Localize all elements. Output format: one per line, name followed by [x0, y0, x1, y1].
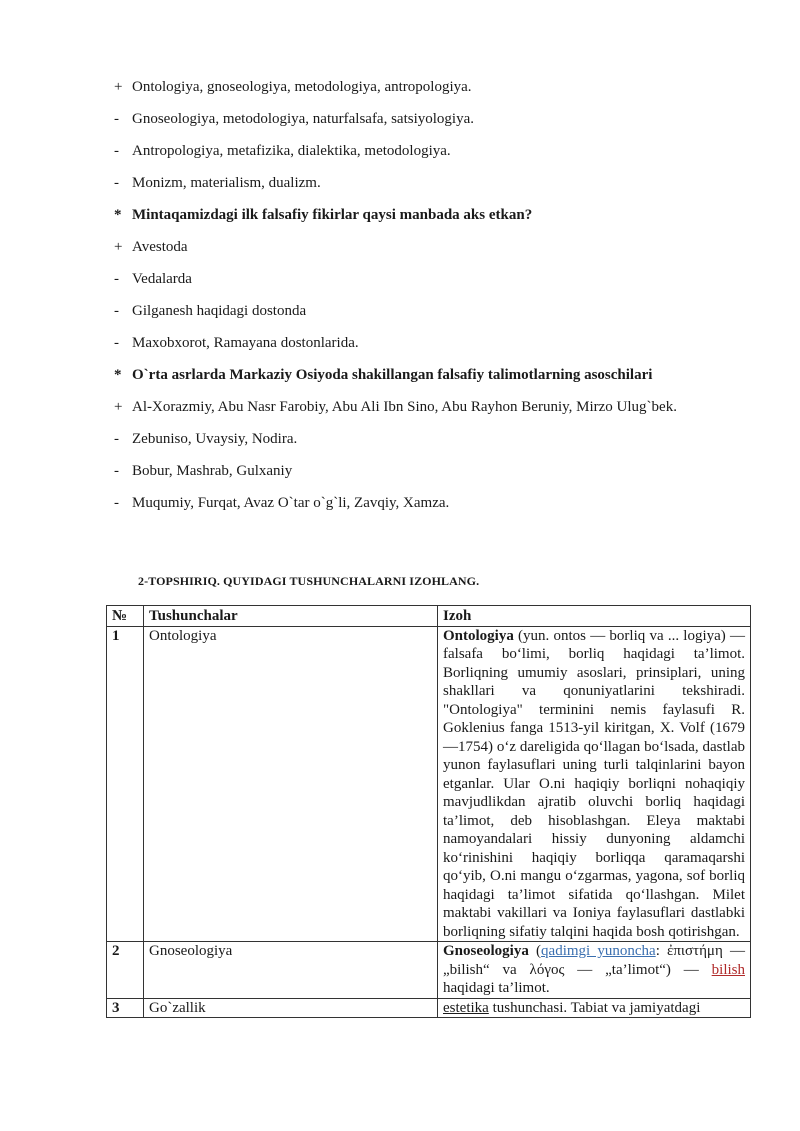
table-header-row [107, 606, 751, 627]
list-marker: - [114, 143, 119, 159]
answer-option [114, 430, 297, 448]
answer-option [114, 110, 474, 128]
list-marker: + [114, 79, 123, 95]
row-explanation [438, 626, 751, 942]
answer-option [114, 270, 192, 288]
table-row [107, 942, 751, 999]
list-marker: - [114, 175, 119, 191]
header-terms: Tushunchalar [144, 606, 438, 627]
link-qadimgi-yunoncha[interactable]: qadimgi yunoncha [541, 943, 656, 959]
list-marker: - [114, 495, 119, 511]
explanation-text: : ἐπιστήμη — „bilish“ va λόγος — „ta’limot“) — [443, 943, 745, 978]
answer-option [114, 334, 359, 352]
row-number: 3 [107, 998, 144, 1018]
row-term: Gnoseologiya [144, 942, 438, 999]
list-text: Antropologiya, metafizika, dialektika, metodologiya. [132, 143, 451, 159]
link-bilish[interactable]: bilish [711, 961, 745, 978]
row-number: 1 [107, 626, 144, 942]
link-estetika[interactable]: estetika [443, 999, 489, 1016]
header-number: № [107, 606, 144, 627]
list-text: Maxobxorot, Ramayana dostonlarida. [132, 335, 359, 351]
list-marker: - [114, 111, 119, 127]
explanation-text: (yun. ontos — borliq va ... logiya) — falsafa bo‘limi, borliq haqidagi ta’limot. Borliqning umumiy asoslari, prinsiplari, uning shakllari va qonuniyatlarini tekshiradi. "Ontologiya" terminini nemis faylasufi R. Goklenius fanga 1513-yil kiritgan, X. Volf (1679—1754) o‘z dareligida qo‘llagan bo‘lsada, dastlab yunon faylasuflari uning turli talqinlarini bayon etganlar. Ular O.ni haqiqiy borliqni nohaqiqiy mavjudlikdan ajratib oluvchi borliq haqidagi ta’limot, deb hisoblashgan. Eleya maktabi namoyandalari hissiy dunyoning aldamchi ko‘rinishini haqiqiy borliqqa qaramaqarshi qo‘yib, O.ni mangu o‘zgarmas, yagona, sof borliq haqidagi ta’limot sifatida qo‘llashgan. Milet maktabi vakillari va Ioniya faylasuflari dastlabki borliqning sifatiy talqini haqida bosh qotirishgan. [443, 627, 745, 940]
explanation-text: ( [528, 943, 542, 959]
list-marker: + [114, 239, 123, 255]
list-marker: + [114, 399, 123, 415]
list-text: Al-Xorazmiy, Abu Nasr Farobiy, Abu Ali Ibn Sino, Abu Rayhon Beruniy, Mirzo Ulug`bek. [132, 399, 677, 415]
list-marker: - [114, 431, 119, 447]
table-row [107, 998, 751, 1018]
question-line [114, 206, 532, 224]
list-text: Avestoda [132, 239, 188, 255]
explanation-text: haqidagi ta’limot. [443, 980, 550, 996]
list-marker: - [114, 335, 119, 351]
row-term: Go`zallik [144, 998, 438, 1018]
answer-option [114, 398, 677, 416]
row-explanation [438, 942, 751, 999]
list-text: Gnoseologiya, metodologiya, naturfalsafa, satsiyologiya. [132, 111, 475, 127]
question-line [114, 366, 652, 384]
list-marker: * [114, 207, 122, 223]
row-term: Ontologiya [144, 626, 438, 942]
list-text: Mintaqamizdagi ilk falsafiy fikirlar qaysi manbada aks etkan? [132, 207, 533, 223]
answer-option [114, 302, 306, 320]
header-explanation: Izoh [438, 606, 751, 627]
list-text: Zebuniso, Uvaysiy, Nodira. [132, 431, 298, 447]
table-row [107, 626, 751, 942]
list-text: Vedalarda [132, 271, 192, 287]
explanation-text: tushunchasi. Tabiat va jamiyatdagi [488, 999, 701, 1016]
explanation-term: Gnoseologiya [443, 943, 529, 959]
list-text: Ontologiya, gnoseologiya, metodologiya, antropologiya. [132, 79, 472, 95]
list-text: Monizm, materialism, dualizm. [132, 175, 321, 191]
answer-option [114, 494, 449, 512]
row-number: 2 [107, 942, 144, 999]
list-text: Bobur, Mashrab, Gulxaniy [132, 463, 293, 479]
list-marker: - [114, 463, 119, 479]
answer-option [114, 78, 472, 96]
task-title: 2-TOPSHIRIQ. QUYIDAGI TUSHUNCHALARNI IZOHLANG. [138, 574, 480, 588]
concepts-table [106, 605, 751, 1018]
answer-option [114, 142, 451, 160]
list-marker: - [114, 303, 119, 319]
list-marker: * [114, 367, 122, 383]
answer-option [114, 238, 188, 256]
list-text: O`rta asrlarda Markaziy Osiyoda shakillangan falsafiy talimotlarning asoschilari [132, 367, 653, 383]
list-text: Gilganesh haqidagi dostonda [132, 303, 307, 319]
explanation-term: Ontologiya [443, 627, 514, 644]
answer-option [114, 174, 321, 192]
list-text: Muqumiy, Furqat, Avaz O`tar o`g`li, Zavqiy, Xamza. [132, 495, 450, 511]
row-explanation [438, 998, 751, 1018]
list-marker: - [114, 271, 119, 287]
answer-option [114, 462, 292, 480]
